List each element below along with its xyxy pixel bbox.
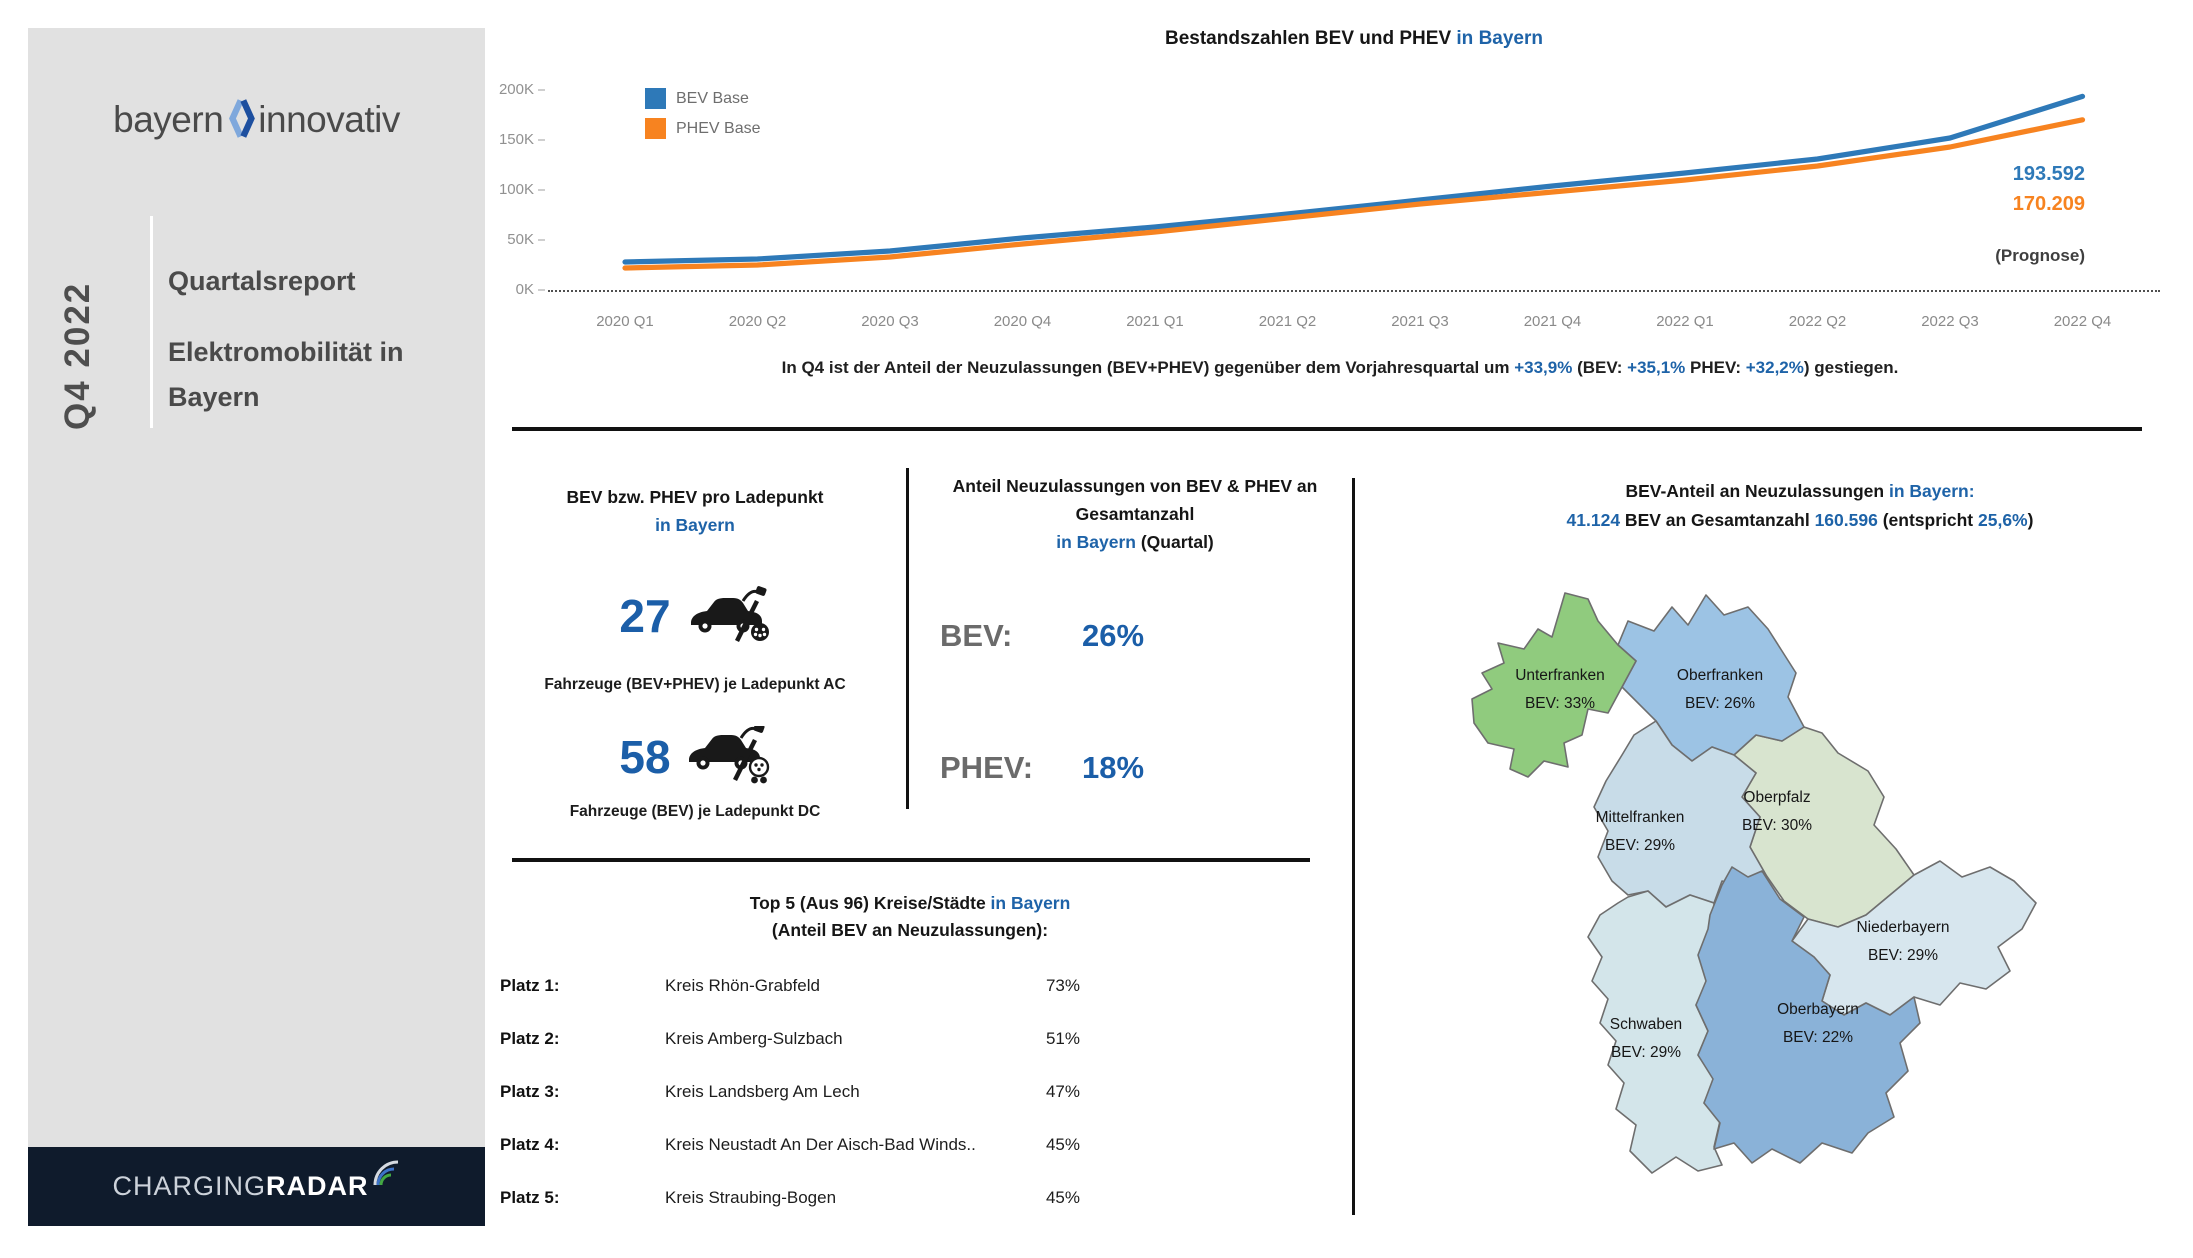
- text-segment: Bestandszahlen BEV und PHEV: [1165, 28, 1457, 49]
- top5-list: [500, 976, 1080, 1216]
- kreis-name: Kreis Landsberg Am Lech: [665, 1082, 860, 1101]
- top5-title: [510, 890, 1310, 944]
- ladepunkt-title: [500, 483, 890, 539]
- map-region-unterfranken[interactable]: [1472, 593, 1636, 777]
- region-bev-share: BEV: 29%: [1610, 1044, 1682, 1061]
- y-axis: [455, 0, 555, 310]
- rank-label: Platz 3:: [500, 1082, 560, 1101]
- divider-above-top5: [512, 858, 1310, 862]
- y-axis-label: 50K: [455, 231, 545, 248]
- ac-kpi-value: 27: [619, 590, 671, 642]
- x-axis-label: 2021 Q3: [1391, 313, 1449, 330]
- region-label: Oberpfalz: [1743, 789, 1811, 806]
- quarter-label: Q4 2022: [58, 281, 97, 430]
- bev-share-label: BEV:: [940, 618, 1013, 653]
- bavaria-choropleth-map: [1470, 585, 2040, 1177]
- text-segment: +33,9%: [1514, 358, 1573, 377]
- ladepunkt-title-line1: BEV bzw. PHEV pro Ladepunkt: [566, 487, 824, 507]
- rank-label: Platz 4:: [500, 1135, 560, 1154]
- region-label: Unterfranken: [1515, 667, 1605, 684]
- bev-end-value: 193.592: [2012, 163, 2085, 185]
- report-subtitle: [168, 330, 404, 420]
- region-label: Niederbayern: [1856, 919, 1950, 936]
- table-row: [500, 1188, 1080, 1214]
- text-segment: 160.596: [1814, 510, 1878, 530]
- text-segment: in Bayern: [990, 893, 1071, 913]
- region-label: Schwaben: [1609, 1016, 1683, 1033]
- bev-share: 45%: [1045, 1188, 1080, 1207]
- text-segment: 41.124: [1566, 510, 1621, 530]
- x-axis-label: 2020 Q2: [728, 313, 787, 330]
- text-segment: BEV an Gesamtanzahl: [1620, 510, 1815, 530]
- x-axis-label: 2021 Q4: [1523, 313, 1582, 330]
- x-axis-label: 2021 Q2: [1258, 313, 1317, 330]
- region-label: Mittelfranken: [1595, 809, 1685, 826]
- text-segment: (BEV:: [1572, 358, 1628, 377]
- bev-share-value: 26%: [1082, 618, 1145, 653]
- divider-ladepunkt-anteil: [906, 468, 909, 809]
- y-axis-label: 200K: [455, 81, 545, 98]
- region-bev-share: BEV: 26%: [1684, 695, 1756, 712]
- map-title: [1480, 477, 2120, 535]
- text-segment: (Quartal): [1135, 532, 1214, 552]
- x-axis: [0, 313, 2193, 337]
- divider-before-map: [1352, 478, 1355, 1215]
- text-segment: (entspricht: [1877, 510, 1978, 530]
- x-axis-label: 2021 Q1: [1126, 313, 1184, 330]
- dc-kpi-value: 58: [619, 731, 671, 783]
- legend-label: BEV Base: [676, 89, 749, 107]
- text-segment: ) gestiegen.: [1803, 358, 1899, 377]
- text-segment: Top 5 (Aus 96) Kreise/Städte: [749, 893, 991, 913]
- phev-share-label: PHEV:: [940, 750, 1034, 785]
- y-axis-label: 100K: [455, 181, 545, 198]
- phev-share-value: 18%: [1082, 750, 1145, 785]
- chart-title: [554, 28, 2154, 50]
- text-segment: in Bayern: [1456, 28, 1543, 49]
- bayern-innovativ-logo: [28, 90, 485, 150]
- text-segment: BEV-Anteil an Neuzulassungen: [1625, 481, 1889, 501]
- report-subtitle-line2: Bayern: [168, 382, 260, 412]
- rank-label: Platz 5:: [500, 1188, 560, 1207]
- dc-kpi-caption: Fahrzeuge (BEV) je Ladepunkt DC: [569, 803, 821, 820]
- kreis-name: Kreis Amberg-Sulzbach: [665, 1029, 843, 1048]
- anteil-title-line3: [1056, 532, 1214, 552]
- report-title: Quartalsreport: [168, 266, 356, 296]
- chargingradar-footer: [28, 1147, 485, 1226]
- kreis-name: Kreis Neustadt An Der Aisch-Bad Winds..: [665, 1135, 976, 1154]
- x-axis-label: 2022 Q2: [1788, 313, 1847, 330]
- anteil-title: [930, 472, 1340, 556]
- region-label: Oberfranken: [1676, 667, 1764, 684]
- line-series-phev-base[interactable]: [625, 120, 2083, 268]
- radar-icon: [371, 1158, 401, 1191]
- dc-kpi: [500, 726, 890, 788]
- line-series-bev-base[interactable]: [625, 96, 2083, 262]
- text-segment: ): [2027, 510, 2034, 530]
- text-segment: +35,1%: [1627, 358, 1686, 377]
- table-row: [500, 1029, 1080, 1055]
- bev-share: 51%: [1045, 1029, 1080, 1048]
- top5-title-line1: [750, 893, 1071, 913]
- text-segment: In Q4 ist der Anteil der Neuzulassungen (BEV+PHEV) gegenüber dem Vorjahresquartal um: [781, 358, 1515, 377]
- x-axis-label: 2020 Q1: [596, 313, 654, 330]
- anteil-title-line1: Anteil Neuzulassungen von BEV & PHEV an: [952, 476, 1318, 496]
- region-bev-share: BEV: 33%: [1524, 695, 1596, 712]
- car-charging-ac-icon: [687, 585, 771, 648]
- region-bev-share: BEV: 30%: [1741, 817, 1813, 834]
- x-axis-label: 2022 Q1: [1656, 313, 1714, 330]
- text-segment: PHEV:: [1685, 358, 1746, 377]
- anteil-title-line2: Gesamtanzahl: [1075, 504, 1195, 524]
- bev-share: 73%: [1045, 976, 1080, 995]
- logo-chevron-icon: [228, 96, 255, 150]
- ac-kpi: [500, 585, 890, 647]
- kreis-name: Kreis Rhön-Grabfeld: [665, 976, 820, 995]
- y-axis-label: 0K: [455, 281, 545, 298]
- prognose-label: (Prognose): [1995, 246, 2085, 265]
- kreis-name: Kreis Straubing-Bogen: [665, 1188, 837, 1207]
- chargingradar-brand-right: RADAR: [266, 1171, 369, 1201]
- table-row: [500, 1082, 1080, 1108]
- x-axis-line: [548, 290, 2160, 292]
- ladepunkt-title-line2: in Bayern: [655, 515, 735, 535]
- sidebar: [28, 28, 485, 1226]
- text-segment: 25,6%: [1978, 510, 2028, 530]
- map-title-line2: [1567, 510, 2034, 530]
- report-subtitle-line1: Elektromobilität in: [168, 337, 404, 367]
- y-axis-label: 150K: [455, 131, 545, 148]
- logo-text-left: bayern: [113, 99, 224, 140]
- phev-end-value: 170.209: [2012, 193, 2085, 215]
- text-segment: in Bayern: [1056, 532, 1136, 552]
- region-bev-share: BEV: 22%: [1782, 1029, 1854, 1046]
- ac-kpi-caption: Fahrzeuge (BEV+PHEV) je Ladepunkt AC: [544, 676, 846, 693]
- legend-label: PHEV Base: [676, 119, 761, 137]
- car-charging-dc-icon: [687, 726, 771, 789]
- rank-label: Platz 2:: [500, 1029, 560, 1048]
- bev-share: 45%: [1045, 1135, 1080, 1154]
- region-bev-share: BEV: 29%: [1604, 837, 1676, 854]
- text-segment: +32,2%: [1745, 358, 1804, 377]
- x-axis-label: 2020 Q3: [861, 313, 919, 330]
- region-bev-share: BEV: 29%: [1867, 947, 1939, 964]
- logo-text-right: innovativ: [258, 99, 400, 140]
- text-segment: in Bayern:: [1888, 481, 1975, 501]
- table-row: [500, 1135, 1080, 1161]
- chargingradar-brand-left: CHARGING: [112, 1171, 266, 1201]
- rank-label: Platz 1:: [500, 976, 560, 995]
- chart-caption: [540, 358, 2140, 378]
- x-axis-label: 2020 Q4: [993, 313, 1052, 330]
- x-axis-label: 2022 Q4: [2053, 313, 2112, 330]
- x-axis-label: 2022 Q3: [1921, 313, 1979, 330]
- bev-share: 47%: [1045, 1082, 1080, 1101]
- region-label: Oberbayern: [1777, 1001, 1859, 1018]
- top5-title-line2: (Anteil BEV an Neuzulassungen):: [771, 920, 1049, 940]
- table-row: [500, 976, 1080, 1002]
- map-title-line1: [1625, 481, 1974, 501]
- divider-under-chart: [512, 427, 2142, 431]
